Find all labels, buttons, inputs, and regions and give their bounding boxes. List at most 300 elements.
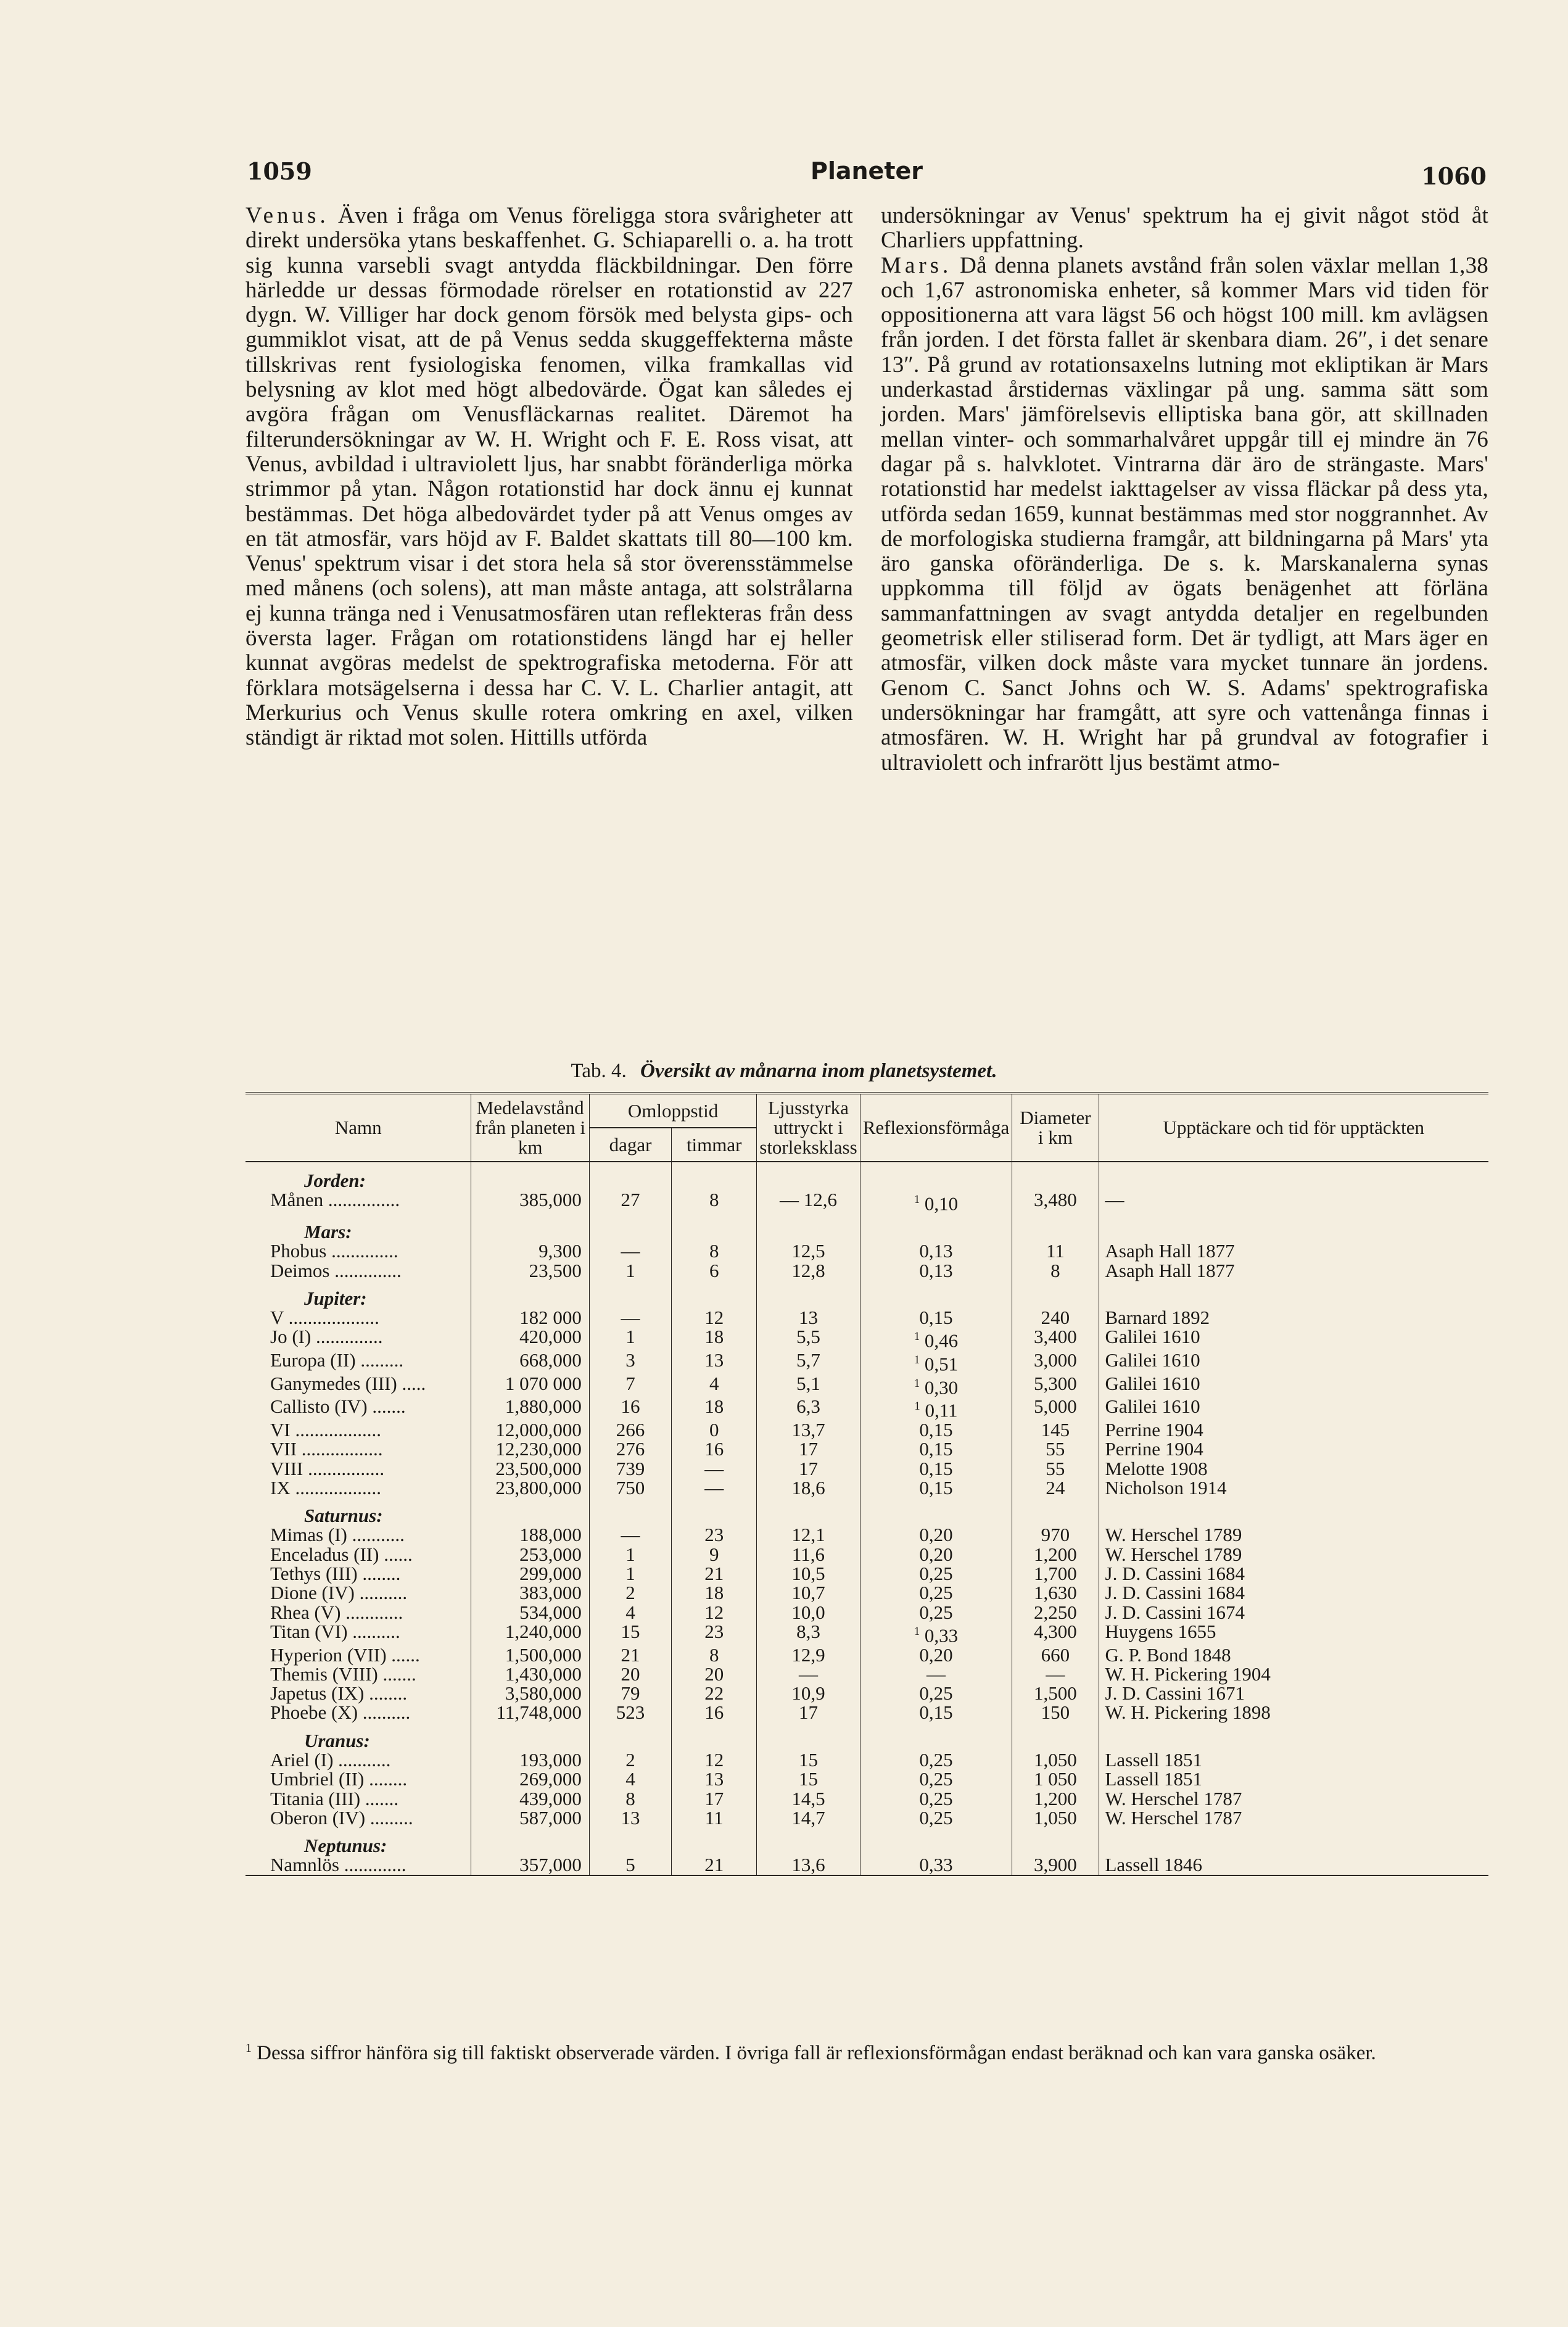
cell-diameter-value: 3,900: [1034, 1854, 1077, 1876]
cell-reflection-value: 0,15: [919, 1438, 953, 1460]
cell-distance: [471, 1684, 589, 1703]
leader-dots: ..........: [347, 1620, 400, 1642]
cell-diameter: [1012, 1769, 1099, 1788]
cell-hours: [672, 1645, 757, 1664]
cell-diameter-value: 3,000: [1034, 1349, 1077, 1371]
cell-discoverer: [1099, 1525, 1488, 1544]
cell-days-value: 79: [621, 1682, 640, 1705]
cell-moon-name: [246, 1241, 471, 1260]
cell-moon-name: [246, 1308, 471, 1327]
cell-diameter: [1012, 1420, 1099, 1439]
leader-dots: ...........: [333, 1748, 391, 1771]
cell-discoverer-value: Galilei 1610: [1105, 1395, 1200, 1418]
cell-magnitude: [757, 1750, 860, 1769]
cell-magnitude: [757, 1241, 860, 1260]
moon-name: Oberon (IV): [270, 1806, 366, 1829]
cell-diameter: [1012, 1261, 1099, 1280]
mars-paragraph: [881, 254, 1488, 775]
header-discoverer: Upptäckare och tid för upptäckten: [1099, 1093, 1488, 1162]
cell-days-value: 1: [625, 1326, 635, 1348]
cell-discoverer-value: W. H. Pickering 1904: [1105, 1663, 1271, 1685]
cell-diameter-value: 1,200: [1034, 1787, 1077, 1809]
cell-reflection-value: 0,11: [925, 1399, 958, 1421]
empty-cell: [471, 1162, 589, 1190]
page-header: [247, 157, 1487, 194]
cell-days: [589, 1241, 671, 1260]
table-row: [246, 1583, 1488, 1602]
cell-hours-value: 9: [709, 1543, 719, 1565]
cell-hours: [672, 1684, 757, 1703]
cell-hours-value: 12: [704, 1307, 724, 1329]
cell-diameter-value: 970: [1041, 1524, 1070, 1546]
leader-dots: .......: [367, 1395, 406, 1418]
table-row: [246, 1525, 1488, 1544]
cell-magnitude-value: 12,5: [791, 1240, 825, 1262]
table-row: [246, 1420, 1488, 1439]
cell-days-value: 1: [625, 1259, 635, 1281]
cell-diameter-value: 3,400: [1034, 1326, 1077, 1348]
cell-days: [589, 1350, 671, 1374]
cell-magnitude-value: 18,6: [791, 1476, 825, 1498]
cell-discoverer: [1099, 1439, 1488, 1458]
cell-diameter-value: 660: [1041, 1643, 1070, 1666]
cell-reflection: [860, 1583, 1012, 1602]
empty-cell: [1099, 1280, 1488, 1308]
cell-distance-value: 12,230,000: [495, 1438, 582, 1460]
cell-hours: [672, 1308, 757, 1327]
left-column: [246, 204, 853, 751]
cell-hours: [672, 1261, 757, 1280]
cell-moon-name: [246, 1769, 471, 1788]
cell-distance-value: 1,500,000: [505, 1643, 582, 1666]
cell-discoverer-value: W. Herschel 1789: [1105, 1524, 1242, 1546]
cell-magnitude: [757, 1583, 860, 1602]
cell-hours-value: 16: [704, 1438, 724, 1460]
cell-hours-value: 8: [709, 1189, 719, 1211]
cell-magnitude: [757, 1564, 860, 1583]
cell-diameter: [1012, 1684, 1099, 1703]
cell-magnitude-value: —: [798, 1663, 818, 1685]
moon-name: Phoebe (X): [270, 1701, 358, 1724]
cell-distance-value: 1,430,000: [505, 1663, 582, 1685]
cell-reflection-value: 0,13: [919, 1259, 953, 1281]
cell-discoverer-value: J. D. Cassini 1684: [1105, 1582, 1245, 1604]
cell-moon-name: [246, 1439, 471, 1458]
cell-moon-name: [246, 1583, 471, 1602]
cell-distance-value: 12,000,000: [495, 1418, 582, 1440]
cell-distance-value: 587,000: [519, 1806, 582, 1829]
moon-name: Callisto (IV): [270, 1395, 368, 1418]
cell-hours: [672, 1374, 757, 1397]
cell-distance: [471, 1350, 589, 1374]
cell-distance-value: 357,000: [519, 1854, 582, 1876]
cell-days-value: 20: [621, 1663, 640, 1685]
cell-magnitude-value: 13,7: [791, 1418, 825, 1440]
empty-cell: [589, 1213, 671, 1241]
cell-reflection: [860, 1397, 1012, 1420]
cell-hours-value: 20: [704, 1663, 724, 1685]
leader-dots: ........: [357, 1562, 401, 1584]
empty-cell: [672, 1827, 757, 1855]
moon-name: Ganymedes (III): [270, 1372, 397, 1394]
cell-magnitude-value: 10,7: [791, 1582, 825, 1604]
cell-reflection-value: 0,25: [919, 1562, 953, 1584]
leader-dots: .........: [365, 1806, 413, 1829]
leader-dots: .......: [378, 1663, 416, 1685]
table-row: [246, 1327, 1488, 1350]
cell-distance: [471, 1525, 589, 1544]
cell-discoverer: [1099, 1261, 1488, 1280]
cell-days-value: 1: [625, 1543, 635, 1565]
cell-days: [589, 1374, 671, 1397]
cell-magnitude: [757, 1855, 860, 1875]
planet-group-row: [246, 1280, 1488, 1308]
cell-hours: [672, 1327, 757, 1350]
cell-discoverer-value: Galilei 1610: [1105, 1349, 1200, 1371]
cell-days: [589, 1855, 671, 1875]
planet-name: Uranus:: [304, 1729, 370, 1751]
cell-days-value: 739: [616, 1457, 645, 1479]
cell-moon-name: [246, 1808, 471, 1827]
empty-cell: [471, 1213, 589, 1241]
cell-magnitude-value: 6,3: [796, 1395, 820, 1418]
cell-diameter-value: 145: [1041, 1418, 1070, 1440]
table-row: [246, 1190, 1488, 1213]
cell-hours-value: 22: [704, 1682, 724, 1705]
empty-cell: [1099, 1497, 1488, 1525]
cell-days: [589, 1645, 671, 1664]
cell-diameter-value: 2,250: [1034, 1601, 1077, 1623]
cell-discoverer-value: Perrine 1904: [1105, 1418, 1203, 1440]
cell-diameter-value: 1,050: [1034, 1806, 1077, 1829]
cell-hours-value: 0: [709, 1418, 719, 1440]
cell-hours: [672, 1439, 757, 1458]
moon-name: V: [270, 1307, 284, 1329]
empty-cell: [672, 1722, 757, 1750]
cell-discoverer-value: Barnard 1892: [1105, 1307, 1210, 1329]
cell-moon-name: [246, 1420, 471, 1439]
cell-diameter: [1012, 1525, 1099, 1544]
cell-moon-name: [246, 1459, 471, 1478]
moon-name: Dione (IV): [270, 1582, 355, 1604]
cell-reflection-value: 0,30: [924, 1376, 959, 1398]
cell-distance: [471, 1769, 589, 1788]
cell-moon-name: [246, 1750, 471, 1769]
cell-days-value: 8: [625, 1787, 635, 1809]
cell-hours-value: 18: [704, 1395, 724, 1418]
cell-magnitude-value: 17: [798, 1457, 818, 1479]
cell-days: [589, 1750, 671, 1769]
cell-magnitude: [757, 1622, 860, 1645]
cell-hours: [672, 1750, 757, 1769]
cell-discoverer: [1099, 1397, 1488, 1420]
cell-discoverer-value: Huygens 1655: [1105, 1620, 1216, 1642]
cell-reflection: [860, 1789, 1012, 1808]
cell-discoverer: [1099, 1808, 1488, 1827]
cell-distance-value: 385,000: [519, 1189, 582, 1211]
cell-discoverer-value: J. D. Cassini 1684: [1105, 1562, 1245, 1584]
cell-magnitude-value: 13,6: [791, 1854, 825, 1876]
cell-reflection-value: 0,15: [919, 1457, 953, 1479]
cell-distance-value: 23,500: [529, 1259, 582, 1281]
cell-reflection: [860, 1564, 1012, 1583]
cell-reflection-value: 0,15: [919, 1307, 953, 1329]
footnote-mark: 1: [246, 2041, 252, 2055]
moon-name: Namnlös: [270, 1854, 339, 1876]
table-row: [246, 1622, 1488, 1645]
cell-discoverer-value: W. Herschel 1787: [1105, 1787, 1242, 1809]
cell-diameter: [1012, 1374, 1099, 1397]
leader-dots: ............: [340, 1601, 403, 1623]
header-diameter: Diameter i km: [1012, 1093, 1099, 1162]
cell-diameter-value: 1,630: [1034, 1582, 1077, 1604]
cell-diameter-value: 1,700: [1034, 1562, 1077, 1584]
cell-discoverer: [1099, 1789, 1488, 1808]
cell-hours: [672, 1789, 757, 1808]
cell-distance: [471, 1459, 589, 1478]
leader-dots: ......: [386, 1643, 420, 1666]
moon-name: IX: [270, 1476, 291, 1498]
footnote: [246, 2037, 1488, 2064]
cell-magnitude-value: 5,5: [796, 1326, 820, 1348]
cell-diameter-value: 5,000: [1034, 1395, 1077, 1418]
reflection-footnote-mark: 1: [914, 1624, 920, 1638]
empty-cell: [672, 1162, 757, 1190]
moon-name: Mimas (I): [270, 1524, 347, 1546]
cell-discoverer: [1099, 1769, 1488, 1788]
cell-days-value: 13: [621, 1806, 640, 1829]
cell-distance-value: 383,000: [519, 1582, 582, 1604]
cell-moon-name: [246, 1190, 471, 1213]
leader-dots: ........: [364, 1768, 408, 1790]
leader-dots: .............: [339, 1854, 406, 1876]
cell-distance: [471, 1603, 589, 1622]
cell-days: [589, 1564, 671, 1583]
cell-hours: [672, 1545, 757, 1564]
empty-cell: [757, 1162, 860, 1190]
empty-cell: [471, 1497, 589, 1525]
cell-reflection: [860, 1603, 1012, 1622]
cell-distance: [471, 1855, 589, 1875]
planet-name: Mars:: [304, 1220, 352, 1242]
cell-hours: [672, 1564, 757, 1583]
cell-discoverer-value: Lassell 1851: [1105, 1748, 1203, 1771]
cell-reflection: [860, 1439, 1012, 1458]
cell-diameter: [1012, 1855, 1099, 1875]
cell-diameter: [1012, 1190, 1099, 1213]
cell-hours-value: 11: [704, 1806, 724, 1829]
cell-days: [589, 1420, 671, 1439]
cell-distance-value: 23,500,000: [495, 1457, 582, 1479]
leader-dots: ..............: [326, 1240, 398, 1262]
cell-magnitude: [757, 1459, 860, 1478]
cell-discoverer: [1099, 1241, 1488, 1260]
cell-magnitude-value: 14,7: [791, 1806, 825, 1829]
cell-reflection: [860, 1241, 1012, 1260]
empty-cell: [860, 1280, 1012, 1308]
cell-magnitude: [757, 1684, 860, 1703]
cell-reflection: [860, 1703, 1012, 1722]
cell-discoverer: [1099, 1583, 1488, 1602]
cell-hours-value: —: [704, 1476, 724, 1498]
cell-distance: [471, 1545, 589, 1564]
cell-reflection-value: 0,10: [924, 1192, 959, 1215]
cell-days-value: 523: [616, 1701, 645, 1724]
cell-distance: [471, 1622, 589, 1645]
leader-dots: ..............: [329, 1259, 402, 1281]
table-row: [246, 1645, 1488, 1664]
cell-reflection: [860, 1545, 1012, 1564]
cell-discoverer: [1099, 1190, 1488, 1213]
cell-magnitude-value: 14,5: [791, 1787, 825, 1809]
cell-diameter-value: 1,200: [1034, 1543, 1077, 1565]
cell-hours-value: 21: [704, 1562, 724, 1584]
cell-distance: [471, 1808, 589, 1827]
cell-diameter-value: 11: [1046, 1240, 1065, 1262]
cell-days-value: 15: [621, 1620, 640, 1642]
cell-days-value: 21: [621, 1643, 640, 1666]
reflection-footnote-mark: 1: [914, 1354, 920, 1367]
cell-hours: [672, 1350, 757, 1374]
empty-cell: [589, 1280, 671, 1308]
cell-reflection-value: 0,20: [919, 1524, 953, 1546]
cell-moon-name: [246, 1645, 471, 1664]
leader-dots: .................: [297, 1438, 383, 1460]
empty-cell: [1012, 1280, 1099, 1308]
planet-name: Neptunus:: [304, 1835, 387, 1857]
cell-discoverer: [1099, 1855, 1488, 1875]
cell-magnitude: [757, 1261, 860, 1280]
cell-discoverer: [1099, 1684, 1488, 1703]
cell-diameter-value: 3,480: [1034, 1189, 1077, 1211]
venus-continuation: undersökningar av Venus' spektrum ha ej givit något stöd åt Charliers uppfattning.: [881, 203, 1488, 254]
cell-magnitude: [757, 1478, 860, 1497]
empty-cell: [757, 1827, 860, 1855]
cell-distance-value: 3,580,000: [505, 1682, 582, 1705]
empty-cell: [1012, 1162, 1099, 1190]
cell-days-value: 27: [621, 1189, 640, 1211]
cell-discoverer: [1099, 1459, 1488, 1478]
cell-discoverer-value: Lassell 1846: [1105, 1854, 1203, 1876]
moon-name: Månen: [270, 1189, 324, 1211]
empty-cell: [1012, 1497, 1099, 1525]
cell-magnitude-value: 11,6: [791, 1543, 825, 1565]
table-row: [246, 1261, 1488, 1280]
moon-name: Phobus: [270, 1240, 327, 1262]
cell-reflection-value: 0,51: [924, 1353, 959, 1375]
planet-name: Jorden:: [304, 1170, 366, 1191]
cell-hours: [672, 1241, 757, 1260]
cell-hours-value: 6: [709, 1259, 719, 1281]
cell-diameter-value: —: [1046, 1663, 1065, 1685]
table-row: [246, 1478, 1488, 1497]
cell-magnitude: [757, 1645, 860, 1664]
table-number: Tab. 4.: [571, 1060, 627, 1082]
cell-hours-value: 13: [704, 1768, 724, 1790]
cell-distance-value: 11,748,000: [496, 1701, 582, 1724]
cell-discoverer-value: Asaph Hall 1877: [1105, 1259, 1235, 1281]
cell-magnitude: [757, 1374, 860, 1397]
cell-distance: [471, 1261, 589, 1280]
cell-magnitude: [757, 1525, 860, 1544]
planet-group-row: [246, 1722, 1488, 1750]
cell-discoverer-value: G. P. Bond 1848: [1105, 1643, 1231, 1666]
cell-reflection: [860, 1664, 1012, 1684]
venus-lead: Venus.: [246, 203, 329, 228]
cell-discoverer: [1099, 1545, 1488, 1564]
cell-magnitude: [757, 1439, 860, 1458]
cell-discoverer-value: Lassell 1851: [1105, 1768, 1203, 1790]
leader-dots: ......: [379, 1543, 413, 1565]
empty-cell: [757, 1497, 860, 1525]
cell-distance: [471, 1583, 589, 1602]
cell-diameter: [1012, 1459, 1099, 1478]
planet-group-row: [246, 1497, 1488, 1525]
cell-discoverer-value: Melotte 1908: [1105, 1457, 1208, 1479]
cell-reflection-value: 0,25: [919, 1582, 953, 1604]
cell-diameter: [1012, 1241, 1099, 1260]
cell-hours: [672, 1603, 757, 1622]
cell-hours: [672, 1420, 757, 1439]
cell-discoverer-value: Galilei 1610: [1105, 1372, 1200, 1394]
cell-moon-name: [246, 1703, 471, 1722]
leader-dots: ..................: [290, 1418, 381, 1440]
cell-days: [589, 1478, 671, 1497]
cell-reflection-value: 0,25: [919, 1787, 953, 1809]
cell-distance: [471, 1750, 589, 1769]
venus-paragraph: [246, 204, 853, 751]
table-row: [246, 1684, 1488, 1703]
cell-moon-name: [246, 1397, 471, 1420]
cell-discoverer: [1099, 1622, 1488, 1645]
footnote-text: Dessa siffror hänföra sig till faktiskt observerade värden. I övriga fall är reflexionsförmågan endast beräknad och kan vara ganska osäker.: [257, 2042, 1376, 2064]
cell-discoverer: [1099, 1420, 1488, 1439]
cell-discoverer: [1099, 1327, 1488, 1350]
cell-distance: [471, 1789, 589, 1808]
cell-hours: [672, 1478, 757, 1497]
cell-days-value: 1: [625, 1562, 635, 1584]
table-row: [246, 1564, 1488, 1583]
cell-diameter: [1012, 1308, 1099, 1327]
cell-diameter-value: 24: [1046, 1476, 1065, 1498]
cell-moon-name: [246, 1545, 471, 1564]
table-row: [246, 1664, 1488, 1684]
empty-cell: [757, 1280, 860, 1308]
mars-text: Då denna planets avstånd från solen växlar mellan 1,38 och 1,67 astronomiska enheter, så kommer Mars vid tiden för oppositionerna att vara lägst 56 och högst 100 mill. km avlägsen från jorden. I det första fallet är skenbara diam. 26″, i det senare 13″. På grund av rotationsaxelns lutning mot ekliptikan är Mars underkastad årstidernas växlingar på ung. samma sätt som jorden. Mars' jämförelsevis elliptiska bana gör, att skillnaden mellan vinter- och sommarhalvåret uppgår till ej mindre än 76 dagar på s. halvklotet. Vintrarna där äro de strängaste. Mars' rotationstid har medelst iakttagelser av vissa fläckar på dess yta, utförda sedan 1659, kunnat bestämmas med stor noggrannhet. Av de morfologiska studierna framgår, att bildningarna på Mars' yta äro ganska oföränderliga. De s. k. Marskanalerna synas uppkomma till följd av ögats benägenhet att förläna sammanfattningen av svagt antydda detaljer en regelbunden geometrisk eller stiliserad form. Det är tydligt, att Mars äger en atmosfär, vilken dock måste vara mycket tunnare än jordens. Genom C. Sanct Johns och W. S. Adams' spektrografiska undersökningar har framgått, att syre och vattenånga finnas i atmosfären. W. H. Wright har på grundval av fotografier i ultraviolett och infrarött ljus bestämt atmo-: [881, 252, 1488, 775]
cell-distance-value: 534,000: [519, 1601, 582, 1623]
empty-cell: [1012, 1213, 1099, 1241]
table-row: [246, 1769, 1488, 1788]
cell-reflection: [860, 1622, 1012, 1645]
cell-distance: [471, 1439, 589, 1458]
cell-hours-value: 21: [704, 1854, 724, 1876]
cell-days-value: 7: [625, 1372, 635, 1394]
cell-distance-value: 253,000: [519, 1543, 582, 1565]
cell-discoverer-value: Perrine 1904: [1105, 1438, 1203, 1460]
empty-cell: [860, 1162, 1012, 1190]
cell-magnitude: [757, 1603, 860, 1622]
cell-discoverer: [1099, 1703, 1488, 1722]
cell-days: [589, 1439, 671, 1458]
cell-distance-value: 1 070 000: [505, 1372, 582, 1394]
cell-moon-name: [246, 1374, 471, 1397]
cell-reflection: [860, 1420, 1012, 1439]
cell-reflection: [860, 1459, 1012, 1478]
cell-days-value: 4: [625, 1768, 635, 1790]
left-page-number: 1059: [247, 157, 312, 185]
header-name: Namn: [246, 1093, 471, 1162]
table-row: [246, 1374, 1488, 1397]
